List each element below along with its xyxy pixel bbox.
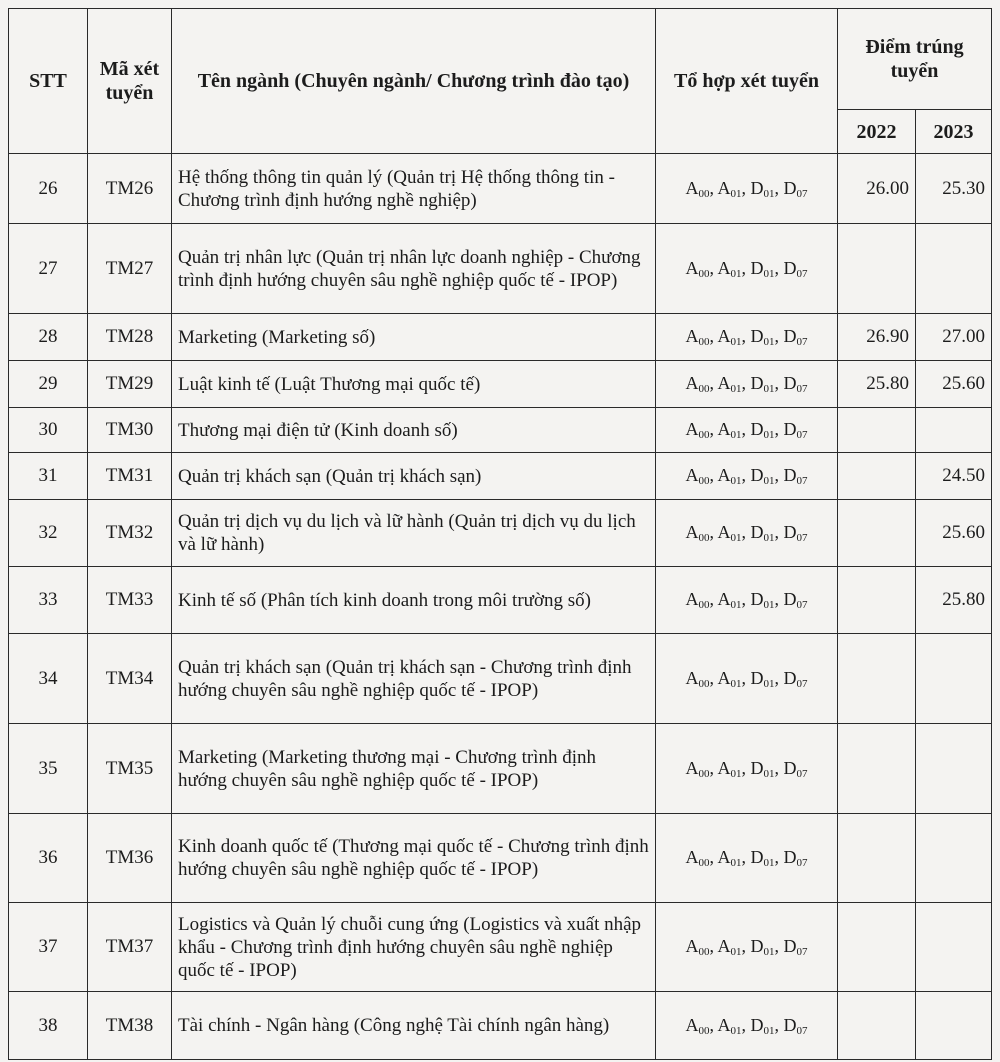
combination-code [751, 373, 775, 393]
combination-code [718, 1015, 742, 1035]
combination-code [751, 522, 775, 542]
table-body [9, 154, 992, 1060]
combination-code [718, 847, 742, 867]
combination-code [751, 326, 775, 346]
cell-stt: 30 [9, 408, 88, 453]
combination-code [751, 847, 775, 867]
combination-letter: D [783, 847, 797, 867]
combination-subscript: 07 [796, 857, 808, 869]
combination-code [751, 465, 775, 485]
cell-combination: $A_{00}$, $A_{01}$, $D_{01}$, $D_{07}$ [656, 567, 838, 634]
combination-subscript: 00 [698, 857, 710, 869]
combination-letter: A [685, 757, 699, 778]
cell-major-name: Quản trị nhân lực (Quản trị nhân lực doanh nghiệp - Chương trình định hướng chuyên sâu nghề nghiệp quốc tế - IPOP) [172, 224, 656, 314]
combination-subscript: 01 [763, 857, 775, 869]
combination-code [784, 1015, 808, 1035]
combination-subscript: 00 [698, 946, 710, 958]
combination-code [685, 178, 709, 198]
cell-score-2023 [916, 634, 992, 724]
combination-letter: D [783, 936, 797, 956]
cell-combination: $A_{00}$, $A_{01}$, $D_{01}$, $D_{07}$ [656, 992, 838, 1060]
combination-code [751, 178, 775, 198]
cell-stt: 36 [9, 814, 88, 903]
combination-code [685, 419, 709, 439]
combination-subscript: 01 [730, 946, 742, 958]
combination-letter: A [717, 667, 731, 688]
combination-subscript: 01 [763, 767, 775, 780]
cell-score-2022 [838, 992, 916, 1060]
cell-major-name: Marketing (Marketing số) [172, 314, 656, 361]
cell-stt: 37 [9, 903, 88, 992]
cell-score-2023: 24.50 [916, 453, 992, 500]
combination-letter: D [783, 257, 797, 278]
combination-subscript: 01 [763, 677, 775, 690]
header-year-2023: 2023 [916, 110, 992, 154]
combination-subscript: 00 [698, 383, 710, 395]
combination-subscript: 00 [698, 336, 710, 348]
cell-score-2023: 25.60 [916, 361, 992, 408]
combination-letter: A [717, 465, 731, 485]
combination-subscript: 01 [763, 383, 775, 395]
combination-code [685, 258, 709, 278]
combination-code [784, 178, 808, 198]
combination-code [751, 1015, 775, 1035]
cell-code: TM26 [88, 154, 172, 224]
combination-code [718, 522, 742, 542]
cell-code: TM37 [88, 903, 172, 992]
combination-subscript: 01 [730, 857, 742, 869]
combination-subscript: 07 [796, 336, 808, 348]
combination-subscript: 07 [796, 267, 808, 280]
combination-code [784, 522, 808, 542]
combination-letter: D [750, 936, 764, 956]
combination-code [718, 326, 742, 346]
combination-code [718, 373, 742, 393]
combination-letter: A [685, 373, 699, 393]
combination-subscript: 07 [796, 677, 808, 690]
combination-letter: D [783, 589, 797, 609]
combination-code [718, 936, 742, 956]
cell-combination: $A_{00}$, $A_{01}$, $D_{01}$, $D_{07}$ [656, 634, 838, 724]
cell-score-2023: 25.80 [916, 567, 992, 634]
combination-letter: D [750, 847, 764, 867]
combination-code [685, 668, 709, 688]
combination-code [784, 936, 808, 956]
cell-score-2022 [838, 453, 916, 500]
combination-subscript: 01 [763, 336, 775, 348]
combination-letter: A [685, 589, 699, 609]
combination-letter: A [717, 522, 731, 542]
combination-subscript: 07 [796, 187, 808, 200]
combination-code [718, 465, 742, 485]
combination-subscript: 00 [698, 429, 710, 441]
table-row [9, 567, 992, 634]
combination-code [784, 668, 808, 688]
cell-major-name: Quản trị dịch vụ du lịch và lữ hành (Quản trị dịch vụ du lịch và lữ hành) [172, 500, 656, 567]
combination-letter: A [685, 667, 699, 688]
cell-code: TM38 [88, 992, 172, 1060]
table-row [9, 500, 992, 567]
combination-subscript: 07 [796, 475, 808, 487]
combination-subscript: 01 [763, 532, 775, 544]
combination-letter: A [685, 257, 699, 278]
table-row [9, 408, 992, 453]
cell-code: TM35 [88, 724, 172, 814]
cell-major-name: Quản trị khách sạn (Quản trị khách sạn - Chương trình định hướng chuyên sâu nghề nghiệp quốc tế - IPOP) [172, 634, 656, 724]
combination-letter: A [717, 419, 731, 439]
combination-letter: D [750, 373, 764, 393]
combination-letter: A [717, 177, 731, 198]
combination-subscript: 00 [698, 475, 710, 487]
cell-major-name: Hệ thống thông tin quản lý (Quản trị Hệ thống thông tin - Chương trình định hướng nghề nghiệp) [172, 154, 656, 224]
combination-subscript: 07 [796, 1024, 808, 1037]
combination-letter: D [750, 589, 764, 609]
combination-letter: D [783, 757, 797, 778]
cell-stt: 38 [9, 992, 88, 1060]
combination-subscript: 01 [763, 599, 775, 611]
cell-major-name: Thương mại điện tử (Kinh doanh số) [172, 408, 656, 453]
cell-code: TM29 [88, 361, 172, 408]
cell-combination: $A_{00}$, $A_{01}$, $D_{01}$, $D_{07}$ [656, 903, 838, 992]
combination-subscript: 01 [763, 1024, 775, 1037]
combination-code [685, 758, 709, 778]
combination-letter: A [685, 326, 699, 346]
combination-subscript: 01 [730, 336, 742, 348]
cell-combination: $A_{00}$, $A_{01}$, $D_{01}$, $D_{07}$ [656, 453, 838, 500]
combination-code [784, 419, 808, 439]
cell-combination: $A_{00}$, $A_{01}$, $D_{01}$, $D_{07}$ [656, 724, 838, 814]
combination-letter: D [783, 667, 797, 688]
combination-subscript: 00 [698, 1024, 710, 1037]
cell-score-2023 [916, 903, 992, 992]
cell-major-name: Logistics và Quản lý chuỗi cung ứng (Logistics và xuất nhập khẩu - Chương trình định hướng chuyên sâu nghề nghiệp quốc tế - IPOP) [172, 903, 656, 992]
cell-stt: 31 [9, 453, 88, 500]
combination-letter: D [783, 465, 797, 485]
cell-major-name: Kinh doanh quốc tế (Thương mại quốc tế - Chương trình định hướng chuyên sâu nghề nghiệp quốc tế - IPOP) [172, 814, 656, 903]
combination-letter: A [685, 419, 699, 439]
table-row [9, 634, 992, 724]
combination-letter: D [750, 326, 764, 346]
combination-subscript: 07 [796, 946, 808, 958]
cell-major-name: Quản trị khách sạn (Quản trị khách sạn) [172, 453, 656, 500]
combination-code [718, 258, 742, 278]
combination-code [718, 668, 742, 688]
table-row [9, 224, 992, 314]
cell-code: TM30 [88, 408, 172, 453]
combination-letter: A [685, 936, 699, 956]
cell-code: TM33 [88, 567, 172, 634]
cell-score-2023 [916, 992, 992, 1060]
cell-combination: $A_{00}$, $A_{01}$, $D_{01}$, $D_{07}$ [656, 500, 838, 567]
combination-subscript: 00 [698, 532, 710, 544]
cell-score-2022 [838, 724, 916, 814]
cell-combination: $A_{00}$, $A_{01}$, $D_{01}$, $D_{07}$ [656, 814, 838, 903]
cell-score-2022 [838, 814, 916, 903]
cell-score-2023 [916, 814, 992, 903]
combination-subscript: 01 [763, 475, 775, 487]
combination-subscript: 07 [796, 599, 808, 611]
combination-subscript: 01 [763, 946, 775, 958]
cell-score-2022: 26.00 [838, 154, 916, 224]
table-row [9, 992, 992, 1060]
combination-letter: A [717, 757, 731, 778]
cell-code: TM34 [88, 634, 172, 724]
cell-score-2022 [838, 408, 916, 453]
cell-score-2023: 25.30 [916, 154, 992, 224]
cell-stt: 33 [9, 567, 88, 634]
combination-subscript: 07 [796, 429, 808, 441]
combination-subscript: 01 [730, 677, 742, 690]
cell-score-2023 [916, 408, 992, 453]
combination-letter: D [750, 522, 764, 542]
table-row [9, 814, 992, 903]
cell-combination: $A_{00}$, $A_{01}$, $D_{01}$, $D_{07}$ [656, 154, 838, 224]
cell-stt: 29 [9, 361, 88, 408]
cell-combination: $A_{00}$, $A_{01}$, $D_{01}$, $D_{07}$ [656, 361, 838, 408]
combination-letter: A [685, 847, 699, 867]
combination-code [718, 589, 742, 609]
combination-code [751, 668, 775, 688]
combination-code [751, 258, 775, 278]
combination-letter: D [750, 257, 764, 278]
cell-score-2023: 25.60 [916, 500, 992, 567]
cell-score-2022 [838, 903, 916, 992]
combination-code [718, 178, 742, 198]
combination-code [685, 326, 709, 346]
combination-code [751, 589, 775, 609]
combination-subscript: 01 [763, 267, 775, 280]
cell-combination: $A_{00}$, $A_{01}$, $D_{01}$, $D_{07}$ [656, 314, 838, 361]
combination-code [685, 936, 709, 956]
header-score: Điểm trúng tuyển [838, 9, 992, 110]
table-row [9, 154, 992, 224]
combination-subscript: 00 [698, 599, 710, 611]
cell-stt: 26 [9, 154, 88, 224]
cell-stt: 27 [9, 224, 88, 314]
combination-letter: D [750, 177, 764, 198]
cell-code: TM27 [88, 224, 172, 314]
combination-code [751, 758, 775, 778]
combination-subscript: 01 [730, 532, 742, 544]
table-row [9, 903, 992, 992]
cell-major-name: Tài chính - Ngân hàng (Công nghệ Tài chính ngân hàng) [172, 992, 656, 1060]
cell-score-2022 [838, 224, 916, 314]
combination-code [784, 847, 808, 867]
combination-letter: D [783, 419, 797, 439]
header-year-2022: 2022 [838, 110, 916, 154]
table-row [9, 314, 992, 361]
header-combination: Tổ hợp xét tuyển [656, 9, 838, 154]
combination-code [784, 465, 808, 485]
cell-score-2023: 27.00 [916, 314, 992, 361]
table-header [9, 9, 992, 154]
combination-code [751, 419, 775, 439]
cell-major-name: Kinh tế số (Phân tích kinh doanh trong môi trường số) [172, 567, 656, 634]
cell-code: TM28 [88, 314, 172, 361]
combination-code [784, 589, 808, 609]
cell-code: TM36 [88, 814, 172, 903]
combination-subscript: 00 [698, 187, 710, 200]
combination-letter: A [717, 589, 731, 609]
combination-letter: D [783, 326, 797, 346]
combination-letter: D [750, 1014, 764, 1035]
combination-code [685, 589, 709, 609]
combination-letter: A [717, 326, 731, 346]
combination-letter: D [750, 757, 764, 778]
combination-letter: A [717, 847, 731, 867]
cell-stt: 28 [9, 314, 88, 361]
combination-code [784, 758, 808, 778]
combination-code [685, 522, 709, 542]
admission-score-table [8, 8, 992, 1060]
combination-code [685, 847, 709, 867]
combination-subscript: 07 [796, 383, 808, 395]
header-stt: STT [9, 9, 88, 154]
combination-letter: A [685, 177, 699, 198]
table-row [9, 724, 992, 814]
table-row [9, 453, 992, 500]
combination-letter: D [783, 177, 797, 198]
cell-stt: 35 [9, 724, 88, 814]
combination-subscript: 07 [796, 532, 808, 544]
combination-subscript: 01 [730, 429, 742, 441]
combination-code [784, 373, 808, 393]
cell-code: TM32 [88, 500, 172, 567]
combination-subscript: 00 [698, 767, 710, 780]
combination-code [751, 936, 775, 956]
combination-letter: A [717, 1014, 731, 1035]
combination-subscript: 01 [763, 429, 775, 441]
combination-code [784, 258, 808, 278]
combination-subscript: 01 [730, 187, 742, 200]
combination-subscript: 01 [730, 383, 742, 395]
combination-subscript: 00 [698, 267, 710, 280]
combination-letter: D [783, 1014, 797, 1035]
header-code: Mã xét tuyển [88, 9, 172, 154]
header-major: Tên ngành (Chuyên ngành/ Chương trình đào tạo) [172, 9, 656, 154]
combination-letter: D [750, 667, 764, 688]
combination-letter: D [750, 465, 764, 485]
cell-score-2022: 26.90 [838, 314, 916, 361]
combination-code [685, 1015, 709, 1035]
combination-subscript: 07 [796, 767, 808, 780]
combination-subscript: 01 [730, 599, 742, 611]
table-row [9, 361, 992, 408]
combination-code [718, 419, 742, 439]
cell-score-2022 [838, 500, 916, 567]
combination-code [718, 758, 742, 778]
combination-subscript: 01 [730, 767, 742, 780]
cell-score-2022 [838, 634, 916, 724]
combination-subscript: 00 [698, 677, 710, 690]
combination-subscript: 01 [730, 1024, 742, 1037]
cell-score-2022: 25.80 [838, 361, 916, 408]
combination-letter: A [717, 373, 731, 393]
combination-code [685, 465, 709, 485]
cell-score-2023 [916, 224, 992, 314]
cell-code: TM31 [88, 453, 172, 500]
combination-code [685, 373, 709, 393]
combination-subscript: 01 [730, 267, 742, 280]
combination-letter: D [783, 522, 797, 542]
cell-major-name: Marketing (Marketing thương mại - Chương trình định hướng chuyên sâu nghề nghiệp quốc tế - IPOP) [172, 724, 656, 814]
combination-letter: A [685, 465, 699, 485]
cell-stt: 32 [9, 500, 88, 567]
cell-score-2023 [916, 724, 992, 814]
cell-combination: $A_{00}$, $A_{01}$, $D_{01}$, $D_{07}$ [656, 408, 838, 453]
combination-letter: D [750, 419, 764, 439]
combination-subscript: 01 [763, 187, 775, 200]
combination-letter: A [717, 936, 731, 956]
combination-letter: A [717, 257, 731, 278]
combination-letter: A [685, 522, 699, 542]
cell-major-name: Luật kinh tế (Luật Thương mại quốc tế) [172, 361, 656, 408]
combination-letter: A [685, 1014, 699, 1035]
cell-combination: $A_{00}$, $A_{01}$, $D_{01}$, $D_{07}$ [656, 224, 838, 314]
cell-score-2022 [838, 567, 916, 634]
combination-subscript: 01 [730, 475, 742, 487]
combination-letter: D [783, 373, 797, 393]
cell-stt: 34 [9, 634, 88, 724]
combination-code [784, 326, 808, 346]
